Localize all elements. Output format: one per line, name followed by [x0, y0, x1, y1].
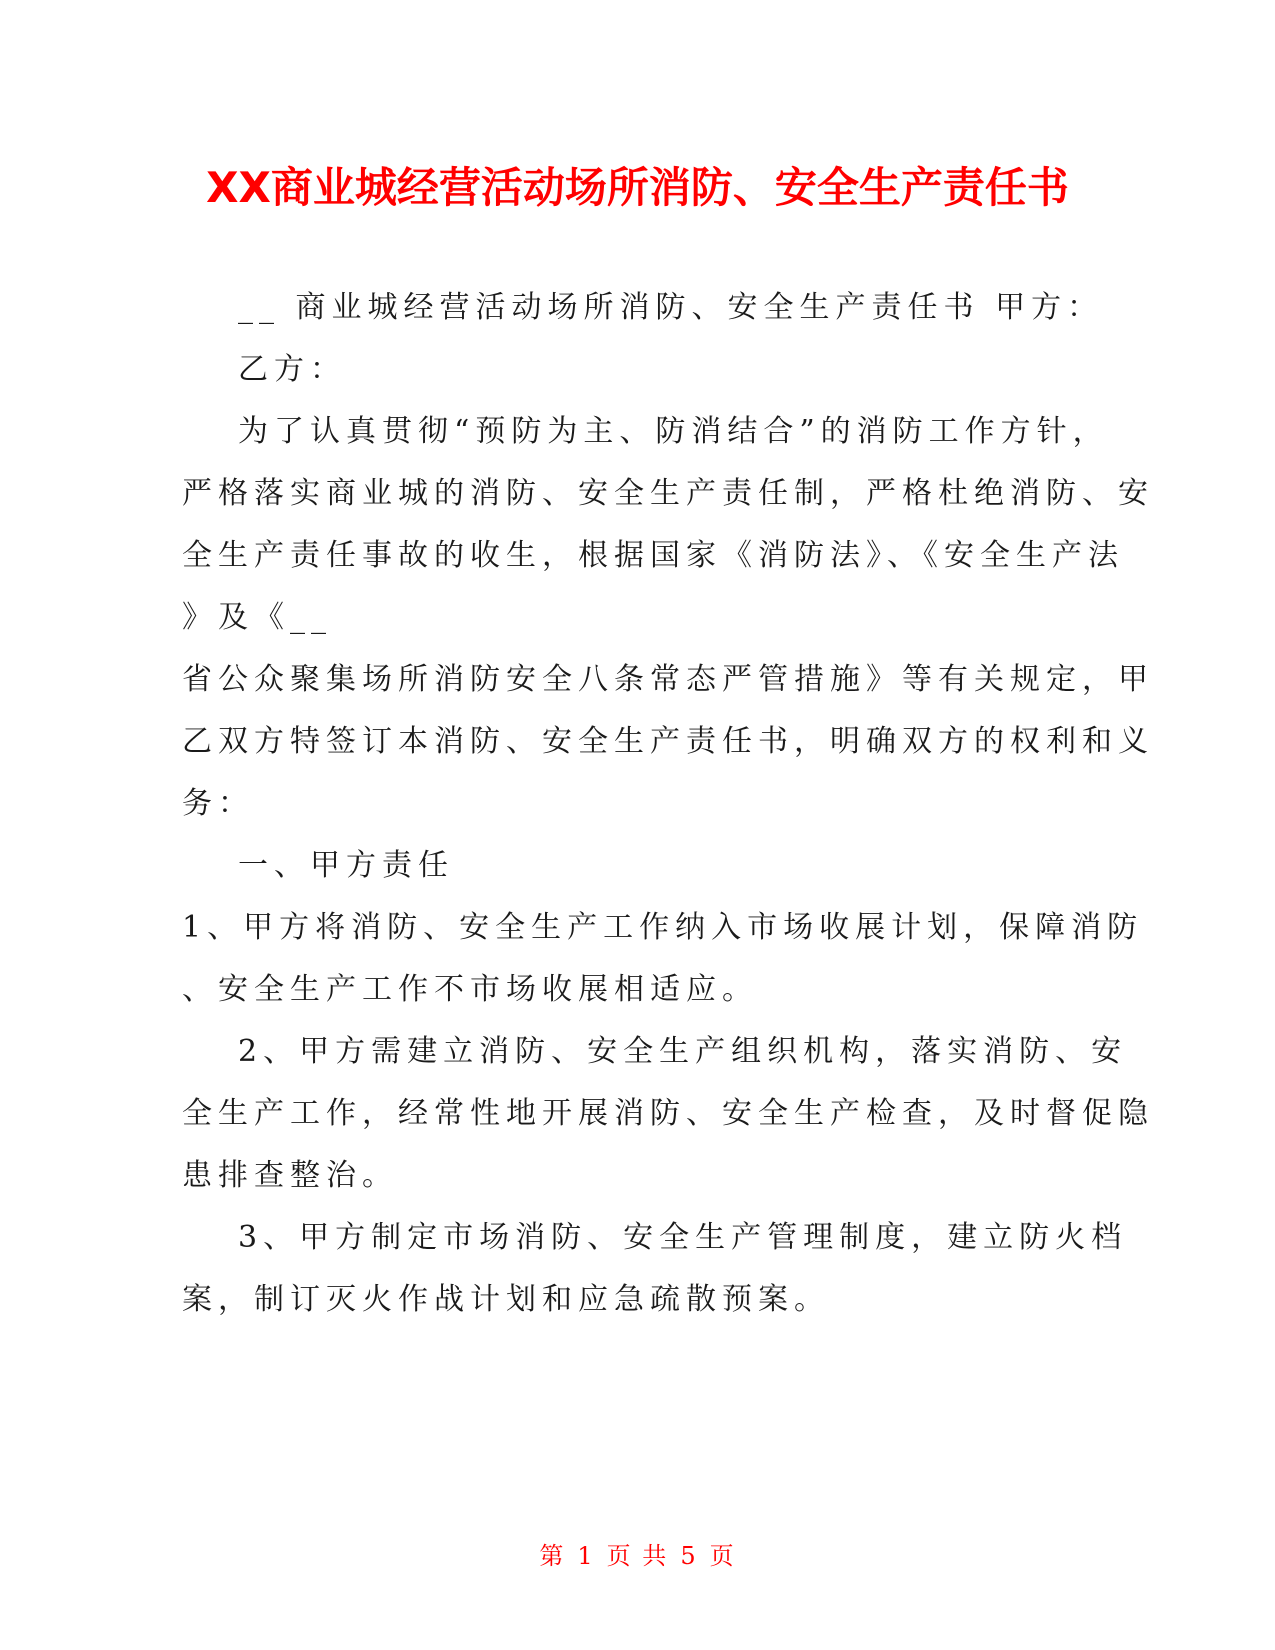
paragraph-line-3: 为了认真贯彻“预防为主、防消结合”的消防工作方针， [238, 414, 1109, 449]
section-heading: 一、甲方责任 [238, 848, 454, 883]
paragraph-line-7: 省公众聚集场所消防安全八条常态严管措施》等有关规定，甲 [182, 662, 1154, 697]
paragraph-line-17: 案，制订灭火作战计划和应急疏散预案。 [182, 1282, 830, 1317]
paragraph-line-5: 全生产责任事故的收生，根据国家《消防法》、《安全生产法 [182, 538, 1124, 573]
page-number-footer [0, 1536, 1275, 1571]
paragraph-line-6: 》及《__ [182, 600, 332, 635]
paragraph-line-8: 乙双方特签订本消防、安全生产责任书，明确双方的权利和义 [182, 724, 1154, 759]
paragraph-line-12: 、安全生产工作不市场收展相适应。 [182, 972, 758, 1007]
paragraph-line-9: 务： [182, 786, 254, 821]
paragraph-line-1: __ 商业城经营活动场所消防、安全生产责任书 甲方： [238, 290, 1104, 325]
paragraph-line-14: 全生产工作，经常性地开展消防、安全生产检查，及时督促隐 [182, 1096, 1154, 1131]
footer-total-pages: 5 [680, 1542, 698, 1570]
footer-current-page: 1 [577, 1542, 595, 1570]
document-title: XX商业城经营活动场所消防、安全生产责任书 [206, 163, 1069, 212]
footer-label-page: 第 [539, 1542, 566, 1570]
paragraph-line-4: 严格落实商业城的消防、安全生产责任制，严格杜绝消防、安 [182, 476, 1154, 511]
footer-label-of: 页 共 [606, 1542, 669, 1570]
paragraph-line-2: 乙方： [238, 352, 346, 387]
footer-label-pages: 页 [709, 1542, 736, 1570]
paragraph-line-11: 1、甲方将消防、安全生产工作纳入市场收展计划，保障消防 [182, 910, 1144, 945]
paragraph-line-15: 患排查整治。 [182, 1158, 398, 1193]
paragraph-line-16: 3、甲方制定市场消防、安全生产管理制度，建立防火档 [238, 1220, 1128, 1255]
paragraph-line-13: 2、甲方需建立消防、安全生产组织机构，落实消防、安 [238, 1034, 1128, 1069]
